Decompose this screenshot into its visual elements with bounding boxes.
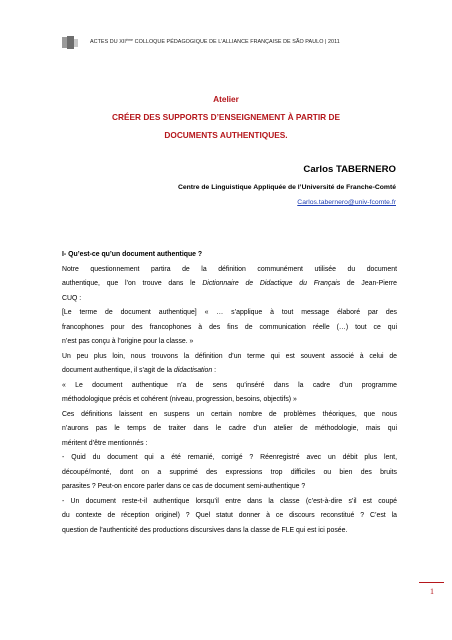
bullet-line: du contexte de réception originel) ? Quel statut donner à ce discours reconstitué ? C’est la: [62, 512, 397, 519]
author-affiliation: Centre de Linguistique Appliquée de l’Université de Franche-Comté: [177, 184, 396, 191]
paragraph-line: authentique, que l’on trouve dans le Dictionnaire de Didactique du Français de Jean-Pierre: [62, 280, 397, 287]
page-header: [50, 36, 410, 50]
quote-line: [Le terme de document authentique] « … s’applique à tout message élaboré par des: [62, 309, 397, 316]
quote-line: « Le document authentique n’a de sens qu’inséré dans la cadre d’un programme: [62, 381, 397, 389]
alliance-logo-icon: [62, 36, 78, 49]
header-title: ACTES DU XIIème COLLOQUE PÉDAGOGIQUE DE L’ALLIANCE FRANÇAISE DE SÃO PAULO | 2011: [90, 38, 340, 45]
paragraph-line: n’aurons pas le temps de traiter dans le cadre d’un atelier de méthodologie, mais qui: [62, 425, 397, 432]
bullet-line: question de l’authenticité des productions discursives dans la classe de FLE qui est ici posée.: [62, 526, 348, 534]
bullet-line: - Quid du document qui a été remanié, corrigé ? Réenregistré avec un débit plus lent,: [62, 454, 397, 461]
author-email-link[interactable]: Carlos.tabernero@univ-fcomte.fr: [297, 199, 396, 206]
paragraph-line: méritent d’être mentionnés :: [62, 439, 148, 447]
paragraph-line: CUQ :: [62, 294, 82, 302]
quote-line: méthodologique précis et cohérent (niveau, progression, besoins, objectifs) »: [62, 396, 297, 403]
main-title-line2: DOCUMENTS AUTHENTIQUES.: [164, 130, 288, 140]
quote-line: n’est pas conçu à l’origine pour la classe. »: [62, 338, 194, 345]
didactisation-term: didactisation: [173, 367, 213, 374]
paragraph-line: Un peu plus loin, nous trouvons la définition d’un terme qui est souvent associé à celui de: [62, 352, 397, 360]
page-number-rule: [419, 582, 444, 583]
paragraph-line: document authentique, il s’agit de la didactisation :: [62, 367, 217, 374]
quote-line: francophones pour des francophones à des fins de communication réelle (…) tout ce qui: [62, 323, 397, 331]
paragraph-line: Ces définitions laissent en suspens un certain nombre de problèmes théoriques, que nous: [62, 410, 397, 418]
body-text: [62, 248, 397, 538]
bullet-line: découpé/monté, dont on a supprimé des expressions trop difficiles ou bien des bruits: [62, 468, 397, 476]
paragraph-line: Notre questionnement partira de la définition communément utilisée du document: [62, 265, 397, 273]
section-heading: I- Qu’est-ce qu’un document authentique ?: [62, 251, 203, 258]
bullet-line: parasites ? Peut-on encore parler dans ce cas de document semi-authentique ?: [62, 483, 306, 490]
bullet-line: - Un document reste-t-il authentique lorsqu’il entre dans la classe (c’est-à-dire s’il est coupé: [62, 497, 397, 505]
page-number: 1: [430, 587, 434, 596]
atelier-title: Atelier: [213, 94, 239, 104]
author-name: Carlos TABERNERO: [303, 164, 396, 175]
dictionary-title: Dictionnaire de Didactique du Français: [202, 280, 341, 287]
main-title-line1: CRÉER DES SUPPORTS D’ENSEIGNEMENT À PARTIR DE: [111, 112, 341, 122]
